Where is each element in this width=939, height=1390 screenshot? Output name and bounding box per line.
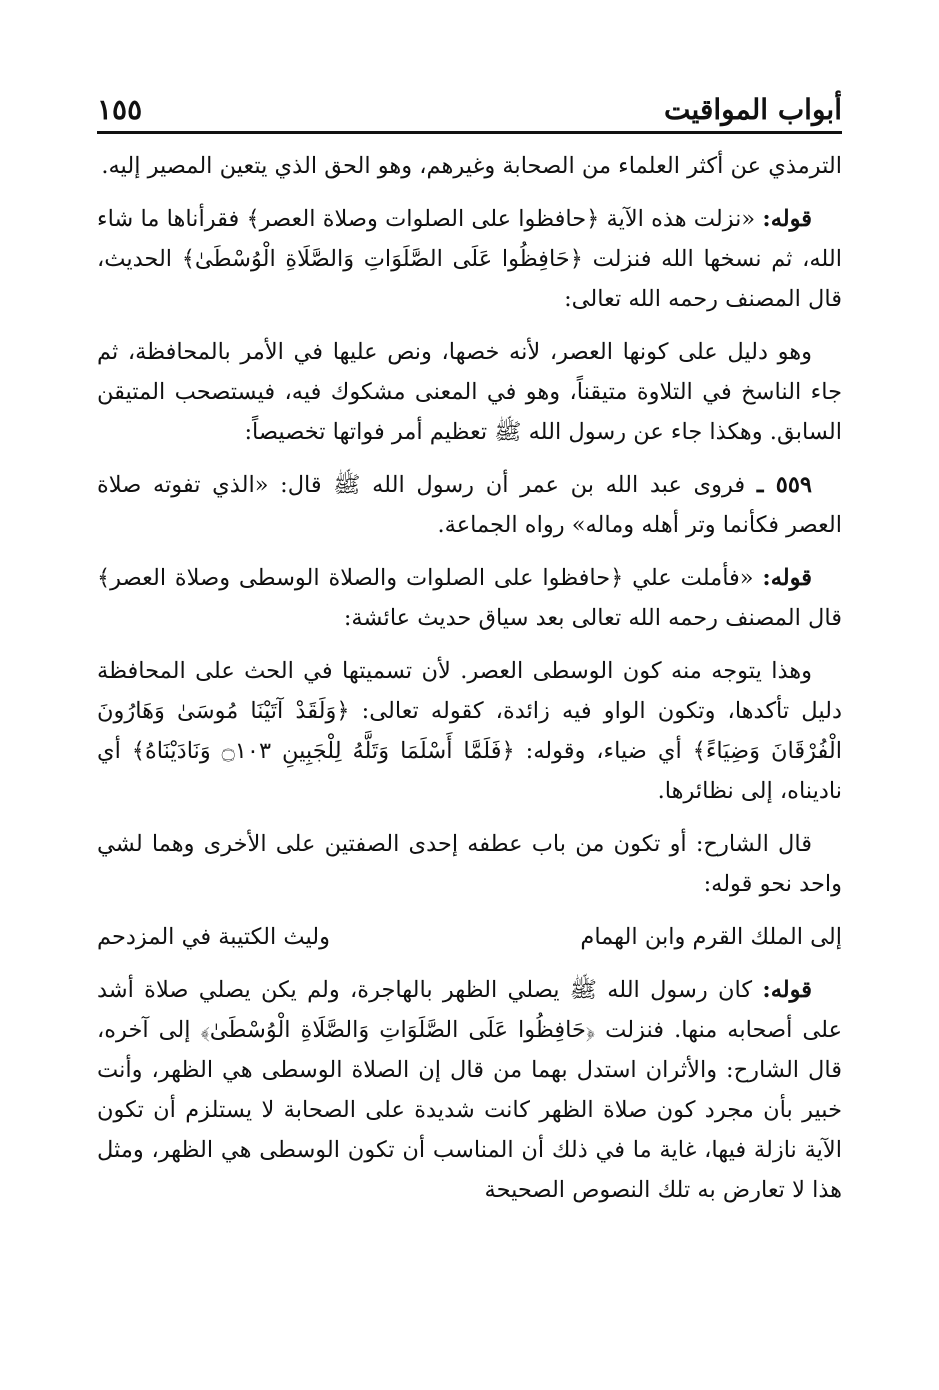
paragraph-text: كان رسول الله ﷺ يصلي الظهر بالهاجرة، ولم يكن يصلي صلاة أشد على أصحابه منها. فنزلت ﴿حَافِظُوا عَلَى الصَّلَوَاتِ وَالصَّلَاةِ الْوُسْطَىٰ﴾ إلى آخره، قال الشارح: والأثران استدل بهما من قال إن الصلاة الوسطى هي الظهر، وأنت خبير بأن مجرد كون صلاة الظهر كانت شديدة على الصحابة لا يستلزم أن تكون الآية نازلة فيها، غاية ما في ذلك أن المناسب أن تكون الوسطى هي الظهر، ومثل هذا لا تعارض به تلك النصوص الصحيحة bbox=[97, 977, 842, 1203]
paragraph bbox=[97, 558, 842, 638]
paragraph-text: «نزلت هذه الآية ﴿حافظوا على الصلوات وصلاة العصر﴾ فقرأناها ما شاء الله، ثم نسخها الله فنزلت ﴿حَافِظُوا عَلَى الصَّلَوَاتِ وَالصَّلَاةِ الْوُسْطَىٰ﴾ الحديث، قال المصنف رحمه الله تعالى: bbox=[97, 206, 842, 312]
paragraph bbox=[97, 824, 842, 904]
running-title: أبواب المواقيت bbox=[664, 93, 842, 126]
paragraph bbox=[97, 146, 842, 186]
paragraph-text: «فأملت علي ﴿حافظوا على الصلوات والصلاة الوسطى وصلاة العصر﴾ قال المصنف رحمه الله تعالى بعد سياق حديث عائشة: bbox=[97, 565, 842, 631]
paragraph-text: وهو دليل على كونها العصر، لأنه خصها، ونص عليها في الأمر بالمحافظة، ثم جاء الناسخ في التلاوة متيقناً، وهو في المعنى مشكوك فيه، فيستصحب المتيقن السابق. وهكذا جاء عن رسول الله ﷺ تعظيم أمر فواتها تخصيصاً: bbox=[97, 339, 842, 445]
paragraph-text: وهذا يتوجه منه كون الوسطى العصر. لأن تسميتها في الحث على المحافظة دليل تأكدها، وتكون الواو فيه زائدة، كقوله تعالى: ﴿وَلَقَدْ آتَيْنَا مُوسَىٰ وَهَارُونَ الْفُرْقَانَ وَضِيَاءً﴾ أي ضياء، وقوله: ﴿فَلَمَّا أَسْلَمَا وَتَلَّهُ لِلْجَبِينِ ۝١٠٣ وَنَادَيْنَاهُ﴾ أي ناديناه، إلى نظائرها. bbox=[97, 658, 842, 804]
paragraph bbox=[97, 970, 842, 1210]
paragraph bbox=[97, 651, 842, 811]
page-header bbox=[97, 78, 842, 126]
page-body bbox=[97, 146, 842, 1223]
paragraph bbox=[97, 199, 842, 319]
paragraph-lead: قوله: bbox=[762, 977, 812, 1003]
poetry-verse bbox=[97, 917, 842, 957]
header-divider bbox=[97, 131, 842, 134]
hadith-number: ٥٥٩ ـ bbox=[756, 472, 812, 498]
paragraph-lead: قوله: bbox=[762, 206, 812, 232]
paragraph-text: قال الشارح: أو تكون من باب عطفه إحدى الصفتين على الأخرى وهما لشي واحد نحو قوله: bbox=[97, 831, 842, 897]
paragraph-lead: قوله: bbox=[762, 565, 812, 591]
paragraph-text: فروى عبد الله بن عمر أن رسول الله ﷺ قال: «الذي تفوته صلاة العصر فكأنما وتر أهله وماله» رواه الجماعة. bbox=[97, 472, 842, 538]
paragraph-text: الترمذي عن أكثر العلماء من الصحابة وغيرهم، وهو الحق الذي يتعين المصير إليه. bbox=[101, 153, 842, 179]
verse-second-hemistich: وليث الكتيبة في المزدحم bbox=[97, 924, 330, 950]
verse-first-hemistich: إلى الملك القرم وابن الهمام bbox=[580, 924, 842, 950]
page-number: ١٥٥ bbox=[97, 93, 143, 126]
paragraph bbox=[97, 332, 842, 452]
hadith-paragraph bbox=[97, 465, 842, 545]
